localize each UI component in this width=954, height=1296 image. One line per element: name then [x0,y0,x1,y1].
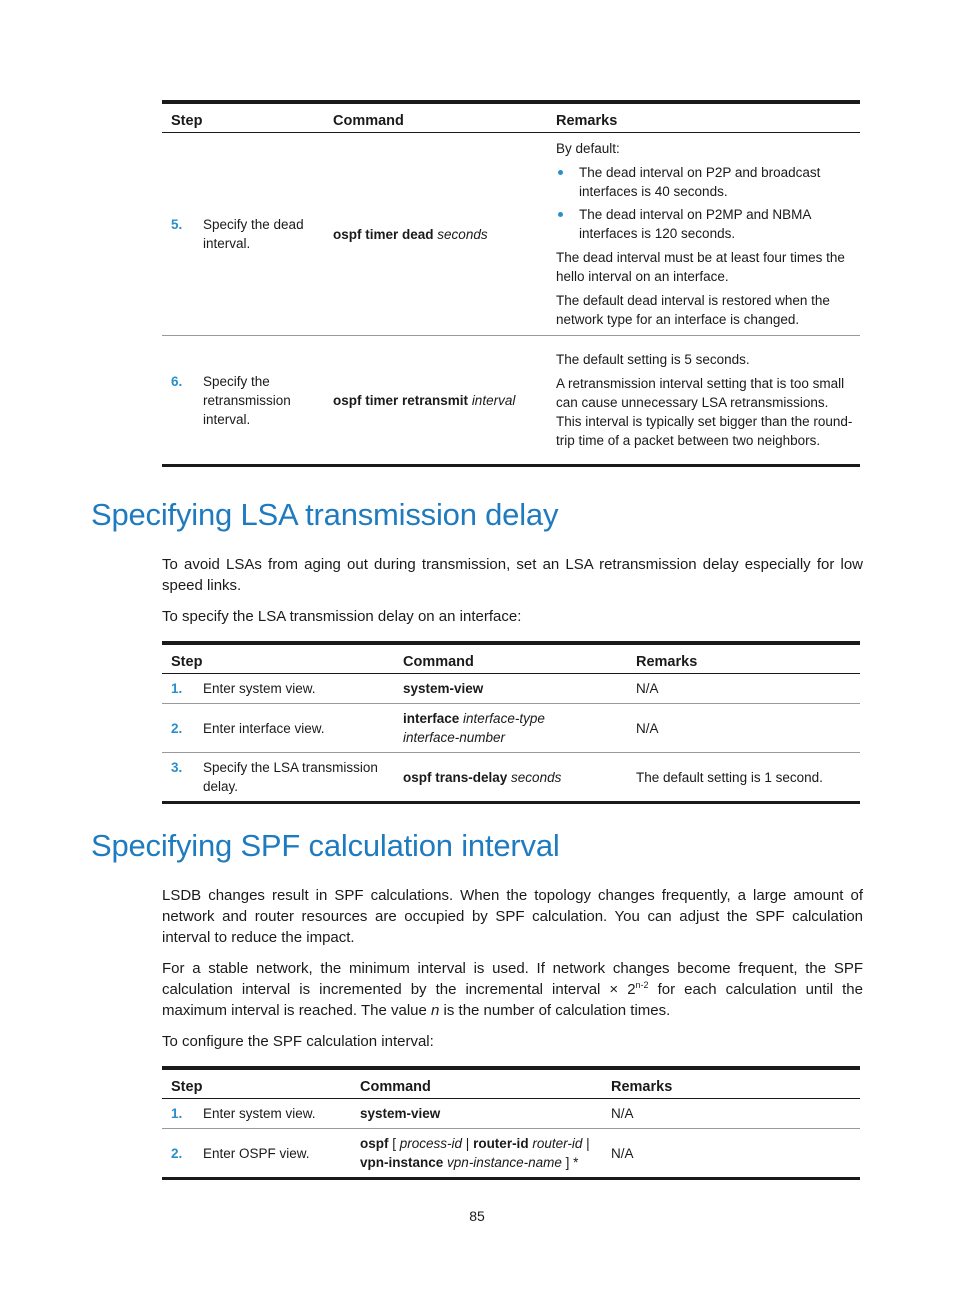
step-cell [162,753,394,803]
table-row [162,674,860,704]
remarks-text: The default dead interval is restored when the network type for an interface is changed. [556,293,830,327]
table-row [162,336,860,466]
command-keyword: interface [403,711,460,726]
paragraph: To configure the SPF calculation interval: [162,1033,434,1050]
command-argument: seconds [511,769,562,785]
table-header-row [162,102,860,133]
header-remarks: Remarks [602,1068,860,1099]
command-syntax: ] * [561,1155,579,1170]
remarks-cell [547,336,860,466]
command-argument: router-id [532,1136,583,1151]
command-argument: process-id [399,1136,463,1151]
step-text: Specify the dead interval. [203,217,304,251]
header-command: Command [324,102,547,133]
spf-interval-table [162,1066,860,1180]
step-number: 3. [171,760,183,775]
command-argument: seconds [437,226,488,242]
step-cell [162,1129,351,1179]
command-cell [324,133,547,336]
variable-n: n [431,1002,440,1019]
command-keyword: ospf timer retransmit [333,392,469,408]
remarks-text: By default: [556,141,620,156]
command-cell [351,1129,602,1179]
step-cell [162,133,324,336]
table-row [162,704,860,753]
step-text: Enter system view. [203,681,316,696]
command-argument: interface-type [463,711,545,726]
command-keyword: ospf [360,1136,389,1151]
command-cell [324,336,547,466]
command-keyword: vpn-instance [360,1155,444,1170]
command-keyword: system-view [360,1106,441,1121]
step-text: Enter system view. [203,1106,316,1121]
step-text: Enter OSPF view. [203,1145,310,1161]
header-step: Step [162,102,324,133]
step-number: 1. [171,1106,183,1121]
command-cell [351,1099,602,1129]
command-argument: interface-number [403,730,506,745]
remarks-cell [547,133,860,336]
text-fragment: for each calculation until the maximum interval is reached. The value [162,981,863,1019]
command-keyword: ospf timer dead [333,226,434,242]
remarks-cell: The default setting is 1 second. [636,769,823,785]
remarks-text: The default setting is 5 seconds. [556,352,750,367]
paragraph [162,958,863,1021]
step-cell [162,674,394,704]
list-item: The dead interval on P2P and broadcast interfaces is 40 seconds. [556,163,854,201]
step-number: 2. [171,720,183,736]
table-row [162,753,860,803]
remarks-cell: N/A [636,720,659,736]
header-command: Command [394,643,627,674]
step-number: 2. [171,1145,183,1161]
paragraph: To avoid LSAs from aging out during transmission, set an LSA retransmission delay especially for low speed links. [162,556,863,594]
remarks-cell: N/A [611,1106,634,1121]
table-row [162,1129,860,1179]
command-syntax: | [582,1136,590,1151]
header-command: Command [351,1068,602,1099]
table-row [162,1099,860,1129]
command-argument: interval [471,392,516,408]
step-text: Specify the retransmission interval. [203,373,291,427]
text-fragment: is the number of calculation times. [439,1002,671,1019]
table-header-row [162,643,860,674]
list-item: The dead interval on P2MP and NBMA interfaces is 120 seconds. [556,205,854,243]
section-title-spf-interval: Specifying SPF calculation interval [91,828,560,863]
exponent: n-2 [635,980,649,990]
command-cell [394,753,627,803]
step-number: 5. [171,217,183,232]
remarks-text: A retransmission interval setting that is too small can cause unnecessary LSA retransmissions. This interval is typically set bigger than the round-trip time of a packet between two neighbors. [556,376,853,448]
remarks-list [556,163,854,243]
command-syntax: [ [388,1136,400,1151]
dead-retransmit-table [162,100,860,467]
remarks-text: The dead interval must be at least four times the hello interval on an interface. [556,250,845,284]
command-syntax: | [462,1136,474,1151]
command-keyword: ospf trans-delay [403,769,508,785]
step-number: 1. [171,681,183,696]
header-remarks: Remarks [627,643,860,674]
remarks-cell: N/A [611,1145,634,1161]
text-fragment: For a stable network, the minimum interval is used. If network changes become frequent, the SPF calculation interval is incremented by the incremental interval × 2 [162,960,863,998]
section-title-lsa-delay: Specifying LSA transmission delay [91,497,559,532]
step-text: Enter interface view. [203,720,325,736]
paragraph: To specify the LSA transmission delay on an interface: [162,608,522,625]
command-cell [394,674,627,704]
header-remarks: Remarks [547,102,860,133]
table-header-row [162,1068,860,1099]
header-step: Step [162,1068,351,1099]
page-number: 85 [469,1208,485,1224]
step-text: Specify the LSA transmission delay. [203,760,378,794]
table-row [162,133,860,336]
step-cell [162,704,394,753]
step-cell [162,336,324,466]
lsa-delay-table [162,641,860,804]
command-keyword: system-view [403,681,484,696]
remarks-cell: N/A [636,681,659,696]
header-step: Step [162,643,394,674]
step-number: 6. [171,373,183,389]
command-argument: vpn-instance-name [447,1155,562,1170]
command-keyword: router-id [473,1136,529,1151]
step-cell [162,1099,351,1129]
command-cell [394,704,627,753]
paragraph: LSDB changes result in SPF calculations. When the topology changes frequently, a large amount of network and router resources are occupied by SPF calculation. You can adjust the SPF calculation interval to reduce the impact. [162,887,863,946]
